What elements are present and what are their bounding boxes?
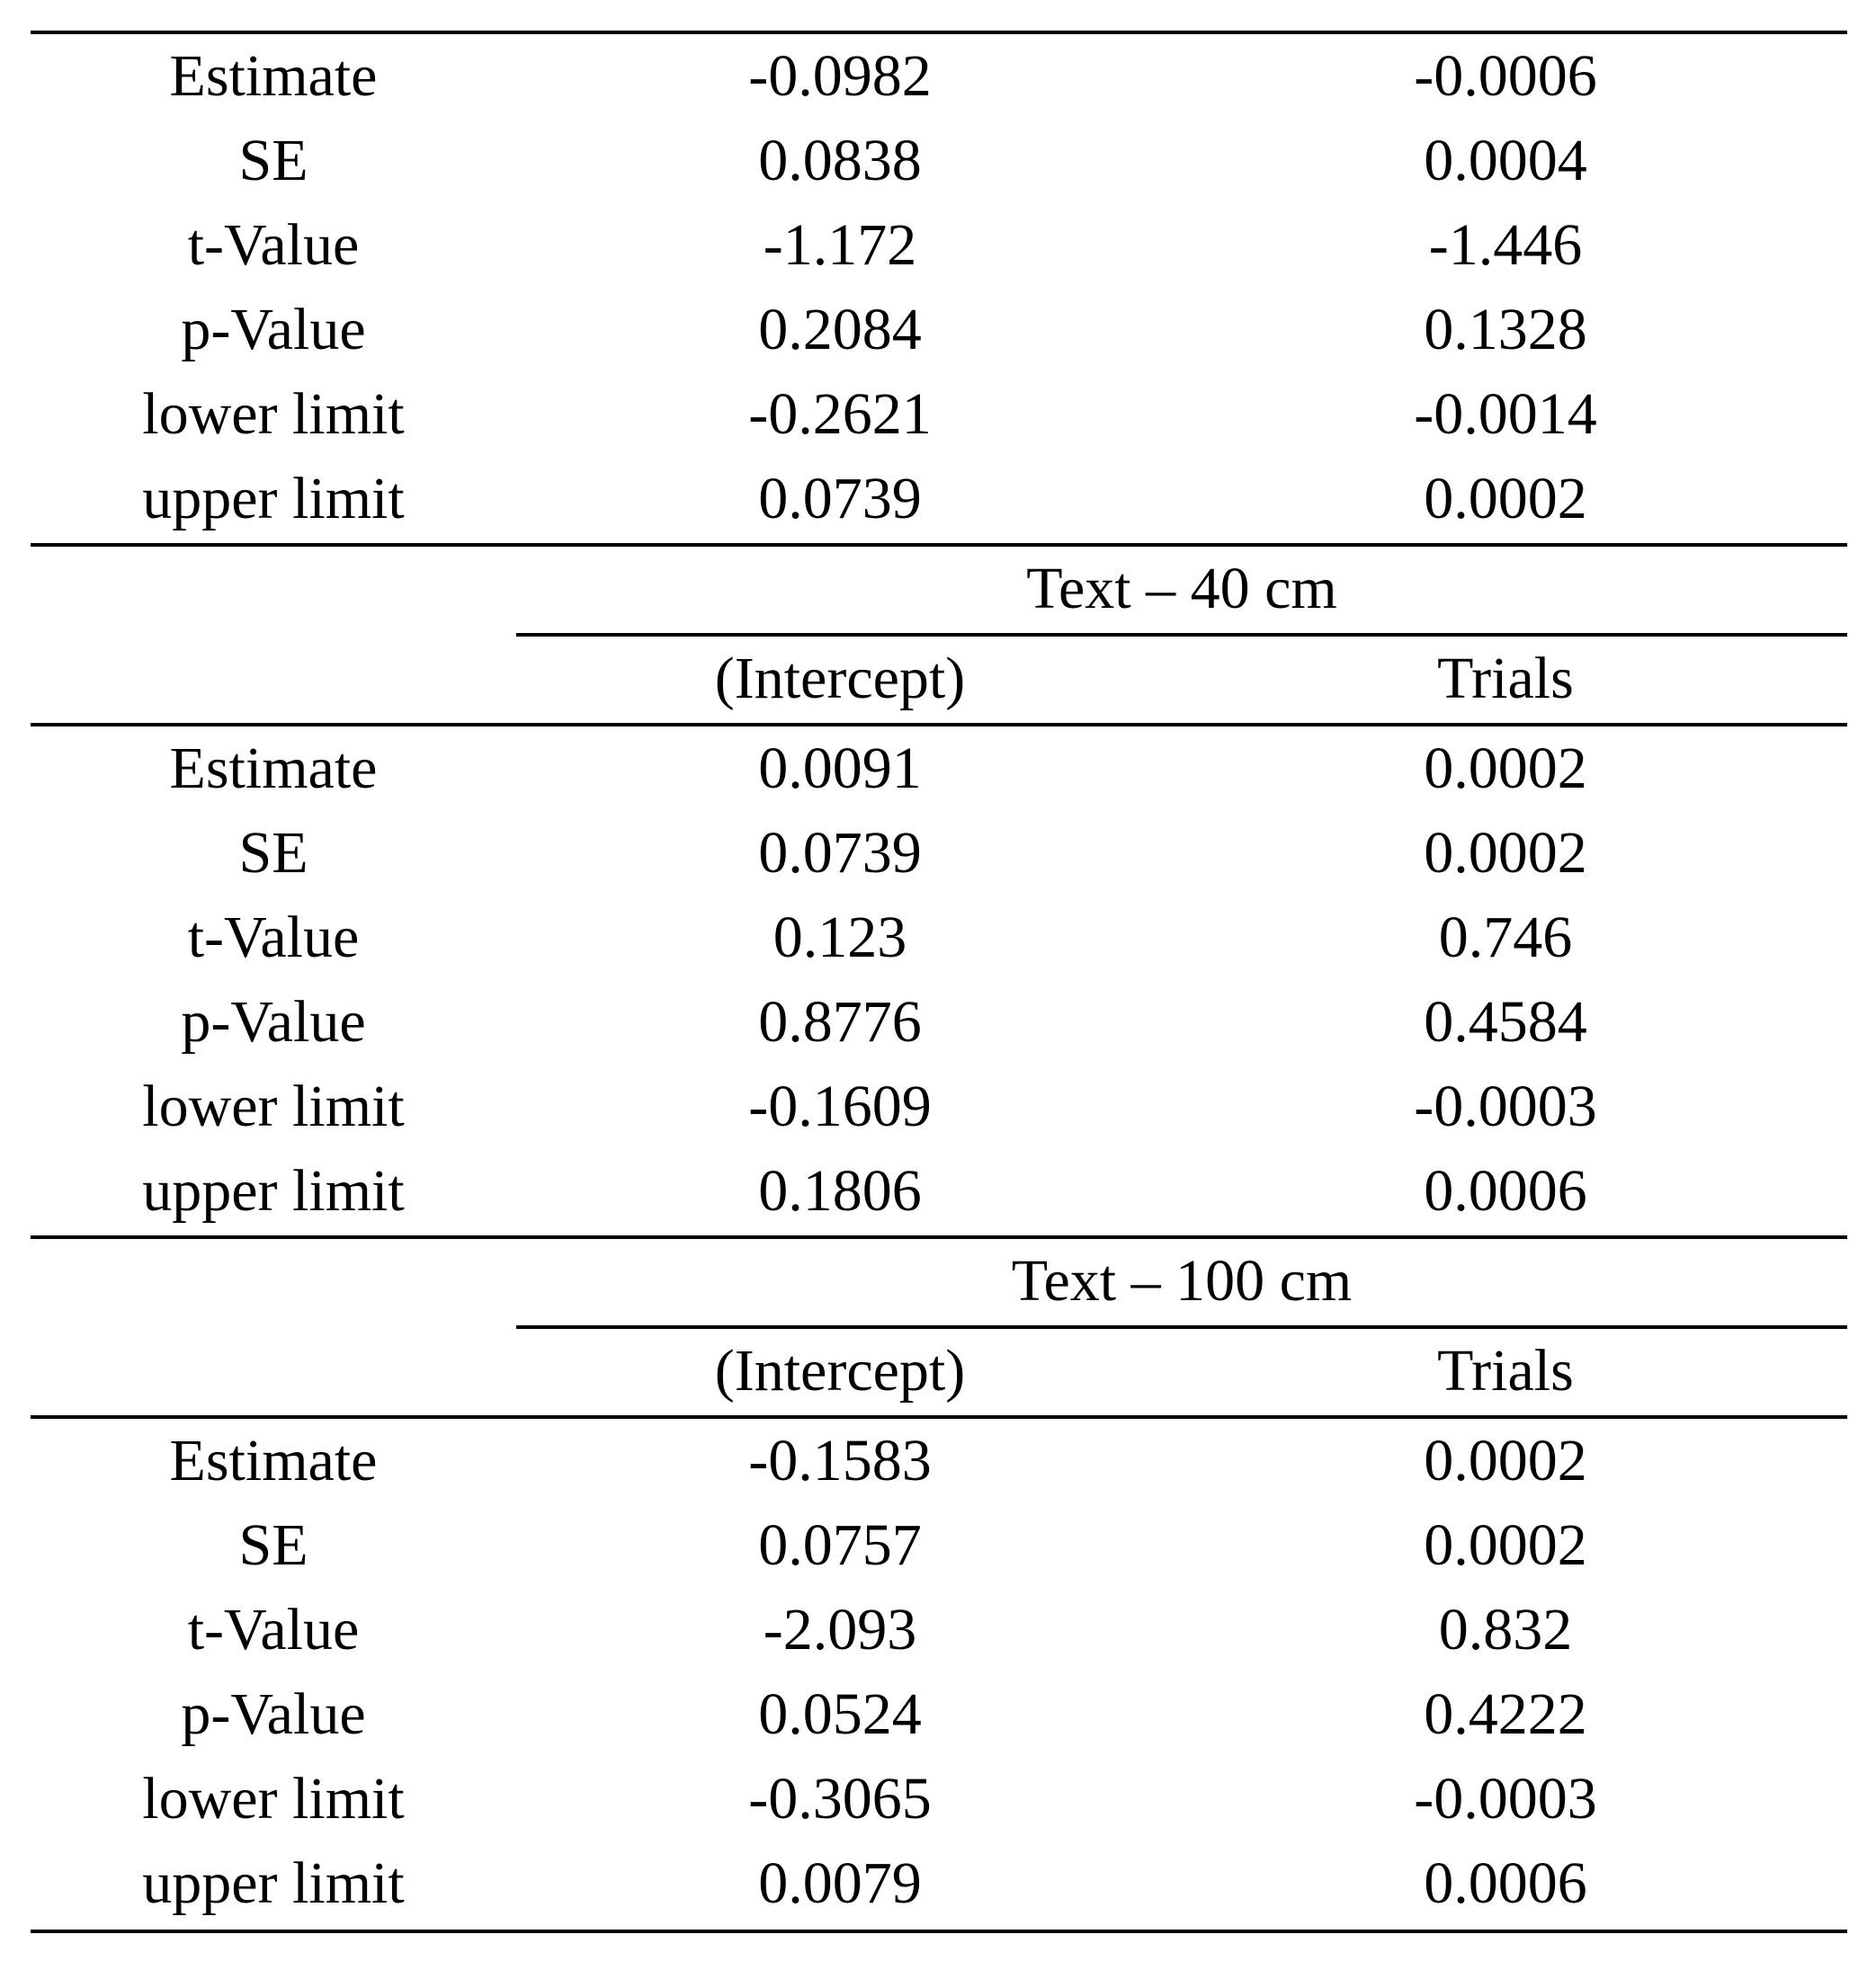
bottom-rule	[31, 1930, 1847, 1933]
column-header-trials: Trials	[1437, 646, 1574, 711]
row-label: t-Value	[187, 1597, 360, 1662]
table-row	[31, 203, 1847, 288]
row-label: p-Value	[181, 1681, 366, 1747]
section-title: Text – 40 cm	[1026, 556, 1337, 621]
trials-value: -0.0003	[1414, 1074, 1597, 1139]
row-label: t-Value	[187, 212, 360, 278]
trials-value: 0.0006	[1424, 1850, 1587, 1916]
intercept-value: 0.8776	[758, 989, 922, 1055]
intercept-value: 0.0524	[758, 1681, 922, 1747]
table-row	[31, 457, 1847, 541]
row-label: SE	[238, 820, 308, 886]
table-row	[31, 1757, 1847, 1841]
table-row	[31, 288, 1847, 372]
trials-value: 0.0004	[1424, 128, 1587, 193]
trials-value: 0.0002	[1424, 1512, 1587, 1578]
intercept-value: 0.1806	[758, 1158, 922, 1224]
trials-value: -0.0014	[1414, 381, 1597, 447]
table-row	[31, 1065, 1847, 1149]
intercept-value: -0.1583	[748, 1428, 932, 1493]
table-row	[31, 372, 1847, 457]
intercept-value: -0.2621	[748, 381, 932, 447]
column-header-intercept: (Intercept)	[714, 1338, 966, 1404]
intercept-value: 0.0079	[758, 1850, 922, 1916]
intercept-value: 0.0739	[758, 466, 922, 531]
trials-value: -0.0003	[1414, 1766, 1597, 1832]
row-label: lower limit	[142, 381, 405, 447]
row-label: upper limit	[142, 1158, 405, 1224]
column-header-row	[31, 1329, 1847, 1413]
column-header-trials: Trials	[1437, 1338, 1574, 1404]
intercept-value: -1.172	[763, 212, 917, 278]
row-label: Estimate	[169, 735, 378, 801]
trials-value: 0.0006	[1424, 1158, 1587, 1224]
column-header-row	[31, 637, 1847, 721]
table-row	[31, 811, 1847, 896]
row-label: lower limit	[142, 1074, 405, 1139]
section-title-row	[31, 1239, 1847, 1324]
row-label: Estimate	[169, 1428, 378, 1493]
intercept-value: 0.0838	[758, 128, 922, 193]
table-row	[31, 34, 1847, 119]
row-label: lower limit	[142, 1766, 405, 1832]
intercept-value: 0.0757	[758, 1512, 922, 1578]
table-row	[31, 1149, 1847, 1234]
row-label: t-Value	[187, 905, 360, 970]
trials-value: -1.446	[1428, 212, 1583, 278]
trials-value: 0.1328	[1424, 297, 1587, 362]
trials-value: 0.832	[1438, 1597, 1573, 1662]
table-row	[31, 1588, 1847, 1672]
trials-value: 0.746	[1438, 905, 1573, 970]
trials-value: -0.0006	[1414, 43, 1597, 109]
table-row	[31, 119, 1847, 203]
section-title: Text – 100 cm	[1011, 1248, 1353, 1314]
intercept-value: -0.1609	[748, 1074, 932, 1139]
intercept-value: -2.093	[763, 1597, 917, 1662]
row-label: SE	[238, 1512, 308, 1578]
intercept-value: 0.123	[773, 905, 907, 970]
trials-value: 0.4222	[1424, 1681, 1587, 1747]
table-row	[31, 1841, 1847, 1926]
trials-value: 0.0002	[1424, 735, 1587, 801]
row-label: SE	[238, 128, 308, 193]
intercept-value: -0.0982	[748, 43, 932, 109]
table-row	[31, 980, 1847, 1065]
intercept-value: 0.0739	[758, 820, 922, 886]
table-row	[31, 896, 1847, 980]
trials-value: 0.0002	[1424, 466, 1587, 531]
table-row	[31, 1419, 1847, 1503]
section-title-row	[31, 547, 1847, 631]
row-label: upper limit	[142, 1850, 405, 1916]
trials-value: 0.0002	[1424, 1428, 1587, 1493]
table-row	[31, 1672, 1847, 1757]
trials-value: 0.0002	[1424, 820, 1587, 886]
table-row	[31, 726, 1847, 811]
row-label: p-Value	[181, 297, 366, 362]
row-label: Estimate	[169, 43, 378, 109]
table-row	[31, 1503, 1847, 1588]
row-label: upper limit	[142, 466, 405, 531]
column-header-intercept: (Intercept)	[714, 646, 966, 711]
trials-value: 0.4584	[1424, 989, 1587, 1055]
intercept-value: 0.2084	[758, 297, 922, 362]
intercept-value: 0.0091	[758, 735, 922, 801]
intercept-value: -0.3065	[748, 1766, 932, 1832]
row-label: p-Value	[181, 989, 366, 1055]
